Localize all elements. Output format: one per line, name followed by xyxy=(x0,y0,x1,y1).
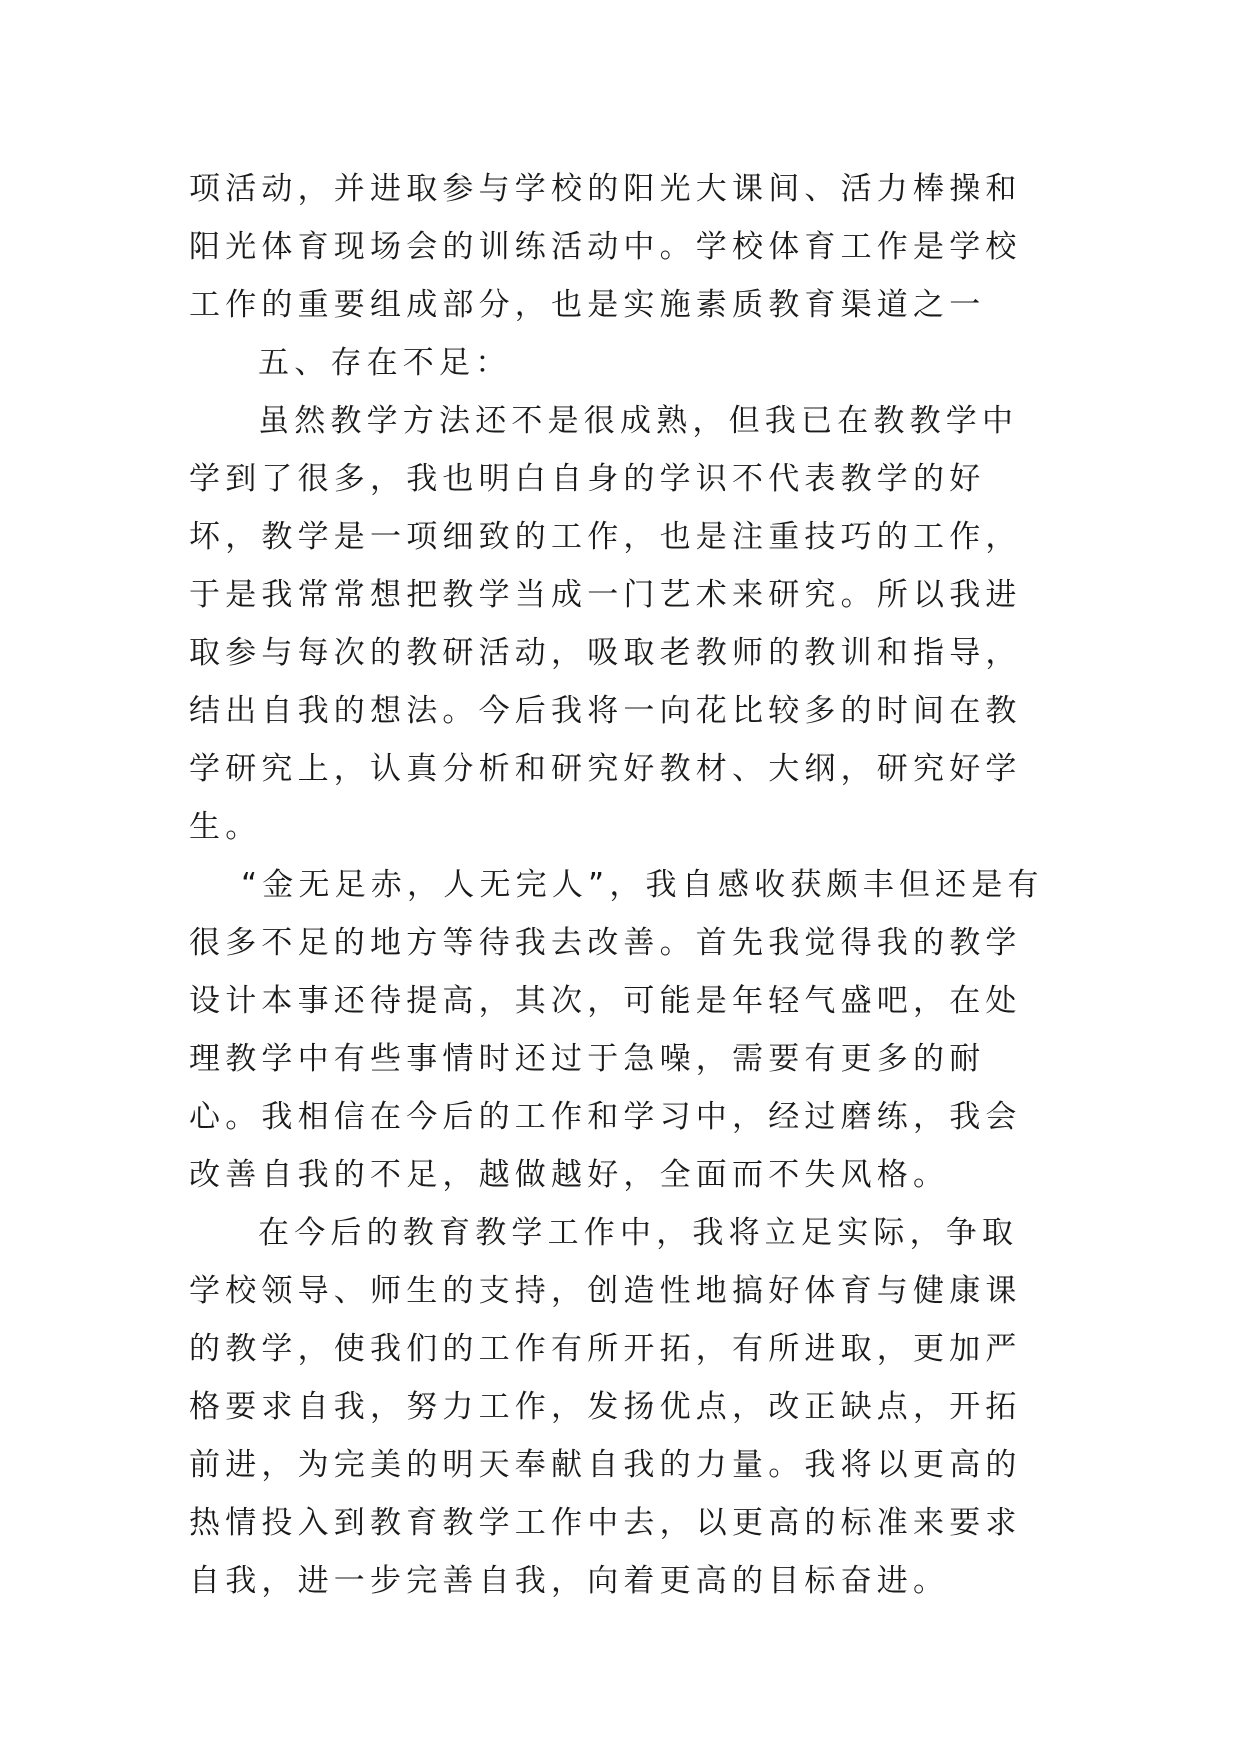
section-heading: 五、存在不足： xyxy=(258,345,512,381)
paragraph-shortcomings: “金无足赤，人无完人”，我自感收获颇丰但还是有很多不足的地方等待我去改善。首先我觉得我的教学设计本事还待提高，其次，可能是年轻气盛吧，在处理教学中有些事情时还过于急噪，需要有更多的耐心。我相信在今后的工作和学习中，经过磨练，我会改善自我的不足，越做越好，全面而不失风格。 xyxy=(189,867,1044,1193)
paragraph-future-work: 在今后的教育教学工作中，我将立足实际，争取学校领导、师生的支持，创造性地搞好体育与健康课的教学，使我们的工作有所开拓，有所进取，更加严格要求自我，努力工作，发扬优点，改正缺点，开拓前进，为完美的明天奉献自我的力量。我将以更高的热情投入到教育教学工作中去，以更高的标准来要求自我，进一步完善自我，向着更高的目标奋进。 xyxy=(189,1215,1022,1599)
paragraph-teaching-methods: 虽然教学方法还不是很成熟，但我已在教教学中学到了很多，我也明白自身的学识不代表教学的好坏，教学是一项细致的工作，也是注重技巧的工作，于是我常常想把教学当成一门艺术来研究。所以我进取参与每次的教研活动，吸取老教师的教训和指导，结出自我的想法。今后我将一向花比较多的时间在教学研究上，认真分析和研究好教材、大纲，研究好学生。 xyxy=(189,403,1022,845)
document-body xyxy=(189,160,1049,1610)
paragraph-continuation: 项活动，并进取参与学校的阳光大课间、活力棒操和阳光体育现场会的训练活动中。学校体育工作是学校工作的重要组成部分，也是实施素质教育渠道之一 xyxy=(189,171,1022,323)
